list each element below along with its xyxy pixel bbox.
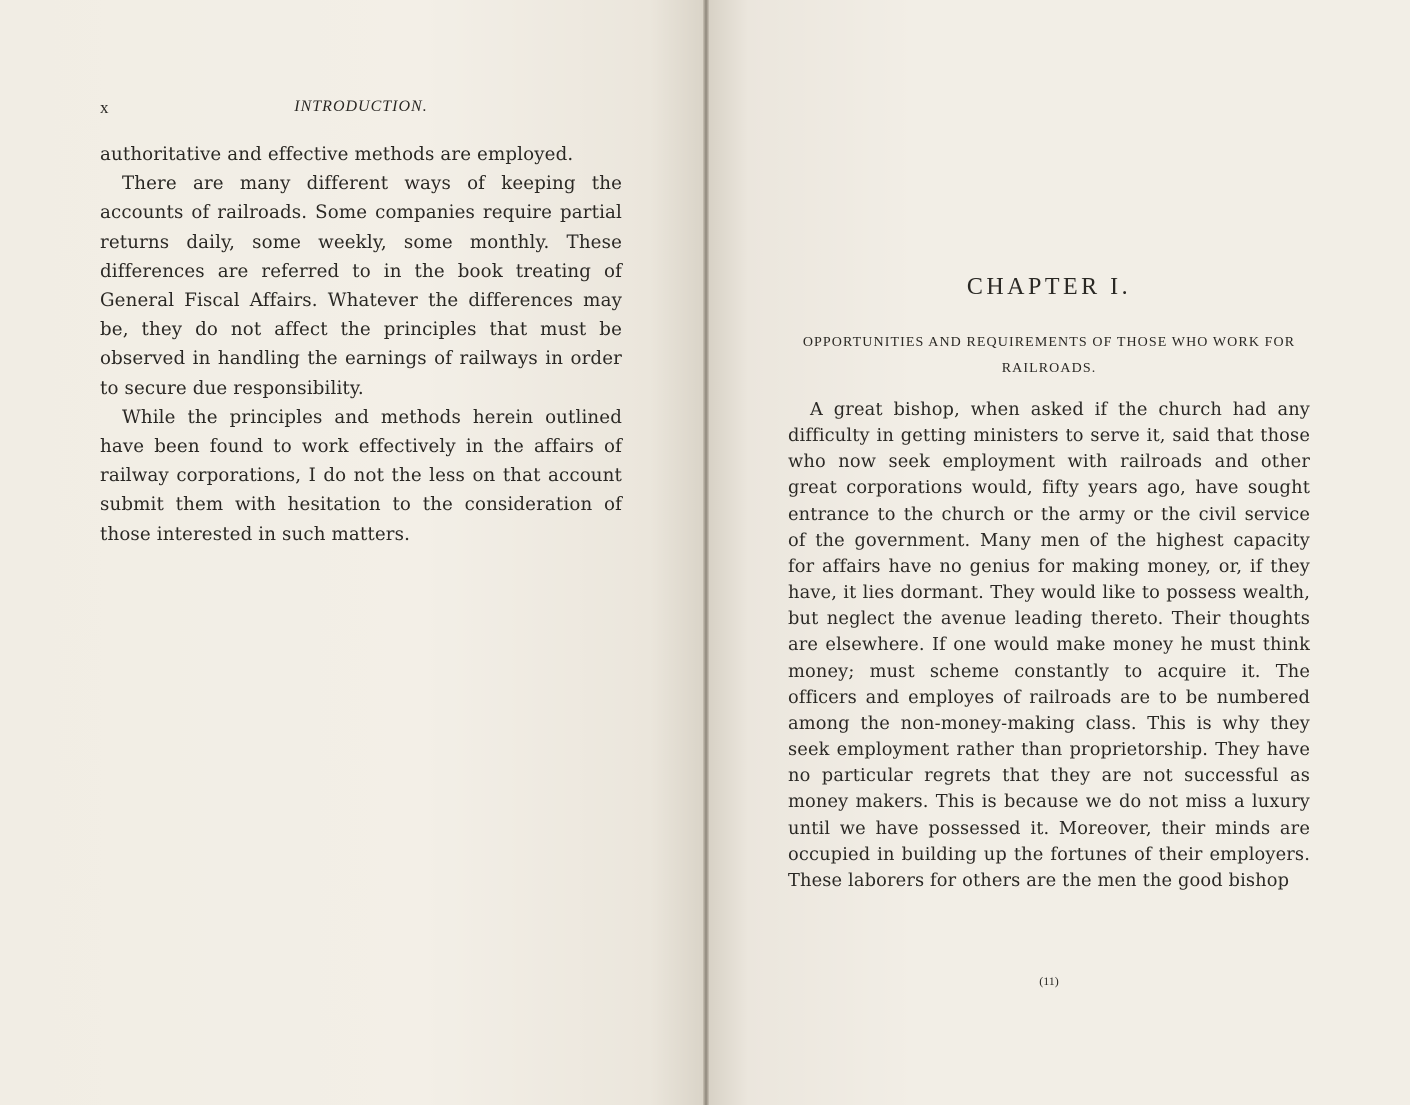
paragraph: There are many different ways of keeping the accounts of railroads. Some companies require partial returns daily, some weekly, some monthly. These differences are referred to in the book treating of General Fiscal Affairs. Whatever the differences may be, they do not affect the principles that must be observed in handling the earnings of railways in order to secure due responsibility.: [100, 173, 622, 399]
running-head: [100, 98, 622, 122]
book-gutter: [703, 0, 709, 1105]
chapter-title: CHAPTER I.: [966, 274, 1132, 300]
running-head-title: INTRODUCTION.: [294, 98, 428, 115]
left-body-text: [100, 140, 622, 549]
page-number: x: [100, 98, 109, 117]
paragraph-continuation: authoritative and effective methods are employed.: [100, 144, 574, 165]
right-body-text: [788, 397, 1310, 894]
paragraph: A great bishop, when asked if the church had any difficulty in getting ministers to serve it, said that those who now seek employment with railroads and other great corporations would, fifty years ago, have sought entrance to the church or the army or the civil service of the government. Many men of the highest capacity for affairs have no genius for making money, or, if they have, it lies dormant. They would like to possess wealth, but neglect the avenue leading thereto. Their thoughts are elsewhere. If one would make money he must think money; must scheme constantly to acquire it. The officers and employes of railroads are to be numbered among the non-money-making class. This is why they seek employment rather than proprietorship. They have no particular regrets that they are not successful as money makers. This is because we do not miss a luxury until we have possessed it. Moreover, their minds are occupied in building up the fortunes of their employers. These laborers for others are the men the good bishop: [788, 399, 1310, 891]
page-number: (11): [1039, 974, 1059, 988]
right-page: [706, 0, 1410, 1105]
chapter-subtitle: OPPORTUNITIES AND REQUIREMENTS OF THOSE WHO WORK FOR RAILROADS.: [802, 335, 1296, 376]
paragraph: While the principles and methods herein outlined have been found to work effectively in the affairs of railway corporations, I do not the less on that account submit them with hesitation to the consideration of those interested in such matters.: [100, 406, 622, 545]
